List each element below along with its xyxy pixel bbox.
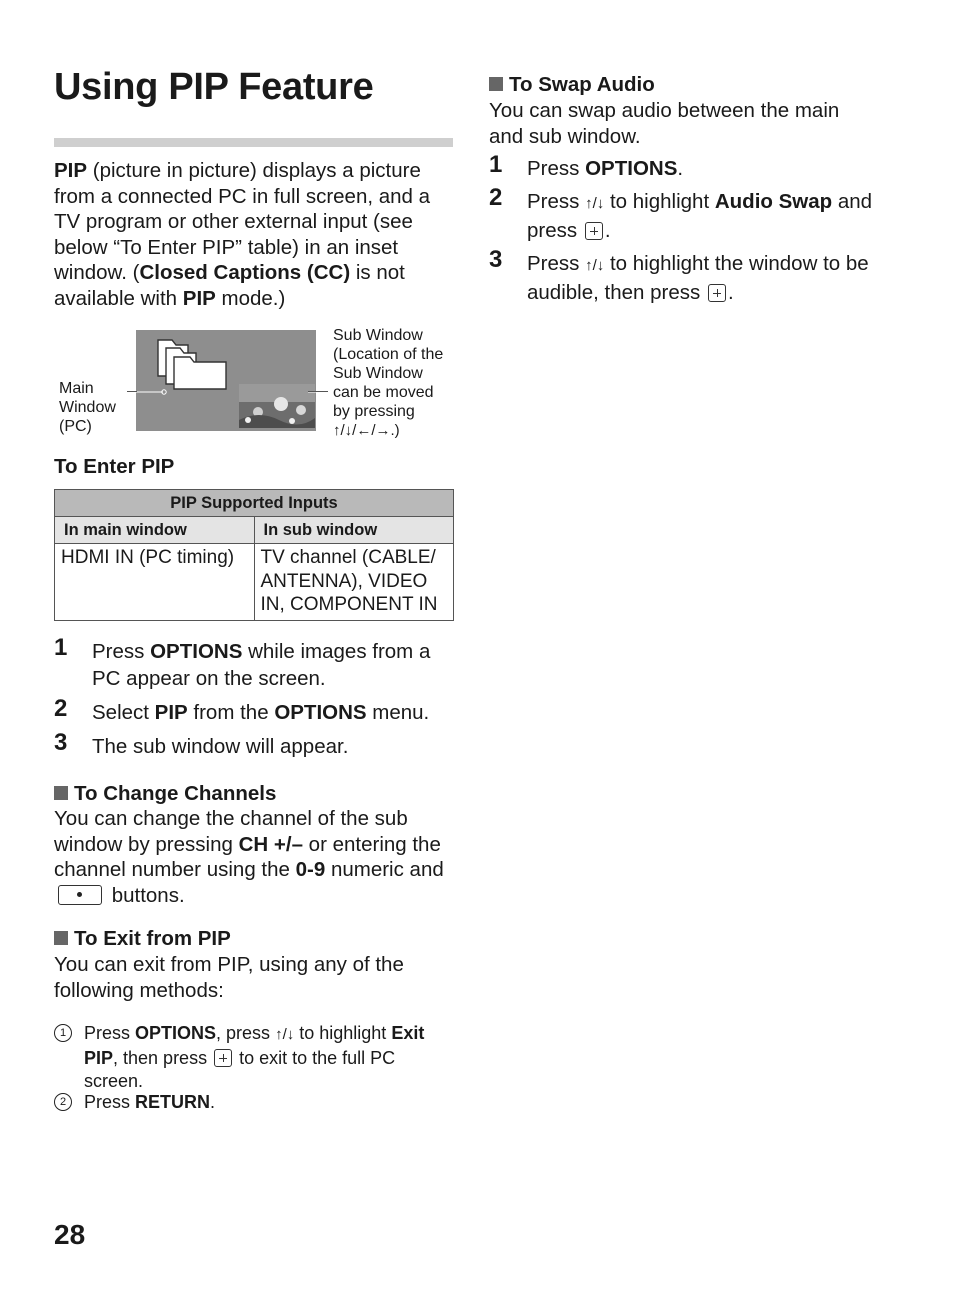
table-header: PIP Supported Inputs bbox=[55, 490, 454, 517]
up-down-arrow-icon: ↑/↓ bbox=[585, 195, 605, 212]
change-channels-text: You can change the channel of the sub window by pressing CH +/– or entering the channel number using the 0-9 numeric and buttons. bbox=[54, 807, 444, 907]
table-col-main: In main window bbox=[55, 517, 255, 544]
enter-step-3: 3 The sub window will appear. bbox=[54, 729, 349, 758]
sub-window-label: Sub Window (Location of the Sub Window can be moved by pressing ↑/↓/←/→.) bbox=[333, 327, 444, 439]
main-window-leader bbox=[127, 391, 137, 392]
square-bullet-icon bbox=[54, 931, 68, 945]
square-bullet-icon bbox=[54, 786, 68, 800]
swap-audio-heading: To Swap Audio bbox=[489, 73, 655, 97]
table-cell-main: HDMI IN (PC timing) bbox=[55, 544, 255, 621]
main-window-label: Main Window (PC) bbox=[59, 380, 116, 435]
table-col-sub: In sub window bbox=[254, 517, 454, 544]
up-down-arrow-icon: ↑/↓ bbox=[585, 257, 605, 274]
table-cell-sub: TV channel (CABLE/ ANTENNA), VIDEO IN, COMPONENT IN bbox=[254, 544, 454, 621]
exit-pip-heading: To Exit from PIP bbox=[54, 927, 231, 951]
circled-number-icon: 2 bbox=[54, 1093, 72, 1111]
exit-method-2: 2 Press RETURN. bbox=[84, 1091, 454, 1115]
page-number: 28 bbox=[54, 1219, 86, 1250]
enter-button-icon bbox=[708, 284, 726, 302]
intro-paragraph: PIP (picture in picture) displays a picture from a connected PC in full screen, and a TV program or other external input (see below “To Enter PIP” table) in an inset window. (Closed Captions (CC) is not available with PIP mode.) bbox=[54, 159, 431, 310]
up-down-arrow-icon: ↑/↓ bbox=[275, 1026, 295, 1043]
tv-screen-figure bbox=[136, 330, 316, 431]
pip-screen-illustration bbox=[136, 330, 316, 431]
swap-step-3: 3 Press ↑/↓ to highlight the window to be audible, then press . bbox=[489, 246, 869, 304]
pip-inputs-table bbox=[54, 489, 454, 621]
pip-term: PIP bbox=[54, 159, 88, 182]
swap-step-1: 1 Press OPTIONS. bbox=[489, 151, 684, 180]
arrow-keys-icon: ↑/↓/←/→.) bbox=[333, 422, 400, 439]
enter-button-icon bbox=[585, 222, 603, 240]
enter-button-icon bbox=[214, 1049, 232, 1067]
title-rule bbox=[54, 138, 453, 147]
swap-audio-text: You can swap audio between the main and sub window. bbox=[489, 99, 840, 148]
swap-step-2: 2 Press ↑/↓ to highlight Audio Swap and press . bbox=[489, 184, 873, 242]
enter-step-1: 1 Press OPTIONS while images from a PC appear on the screen. bbox=[54, 634, 431, 690]
page-title: Using PIP Feature bbox=[54, 66, 374, 108]
exit-pip-text: You can exit from PIP, using any of the following methods: bbox=[54, 953, 404, 1002]
exit-method-1: 1 Press OPTIONS, press ↑/↓ to highlight Exit PIP, then press to exit to the full PC screen. bbox=[84, 1022, 454, 1094]
dot-button-icon bbox=[58, 885, 102, 905]
sub-window-leader bbox=[308, 391, 328, 392]
enter-pip-heading: To Enter PIP bbox=[54, 455, 175, 478]
sub-window-thumbnail bbox=[239, 384, 315, 428]
change-channels-heading: To Change Channels bbox=[54, 782, 276, 806]
square-bullet-icon bbox=[489, 77, 503, 91]
enter-step-2: 2 Select PIP from the OPTIONS menu. bbox=[54, 695, 430, 724]
cc-term: Closed Captions (CC) bbox=[139, 261, 351, 284]
circled-number-icon: 1 bbox=[54, 1024, 72, 1042]
